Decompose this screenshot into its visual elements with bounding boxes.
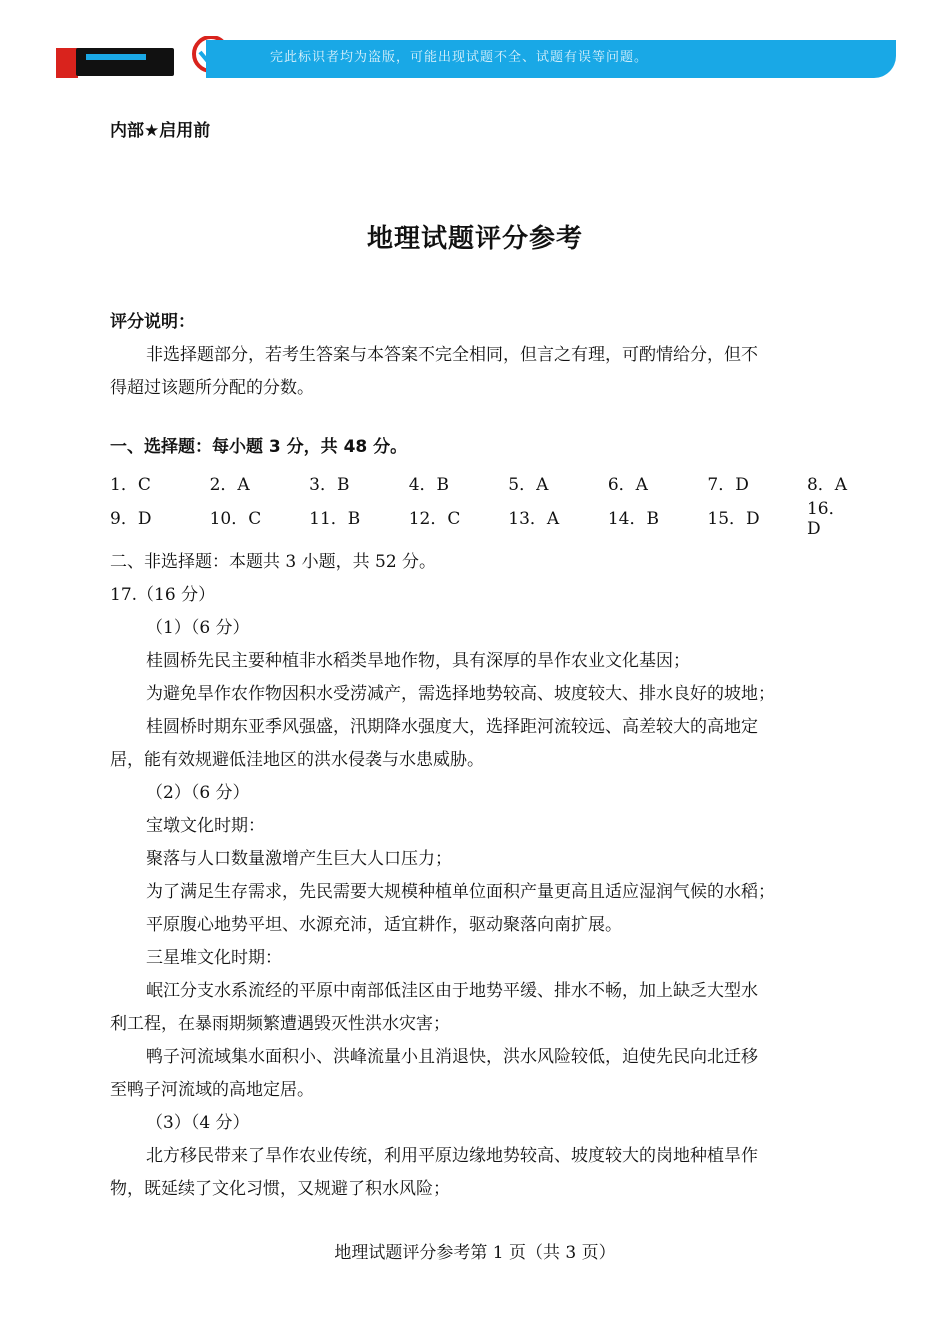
header-banner (0, 0, 950, 82)
answer-line: 利工程，在暴雨期频繁遭遇毁灭性洪水灾害； (110, 1014, 450, 1034)
answer-cell: 1．C (110, 474, 151, 495)
question-17-heading: 17.（16 分） (110, 585, 216, 605)
answer-cell: 12．C (408, 508, 461, 529)
section2 (110, 546, 845, 1206)
answer-cell: 14．B (607, 508, 659, 529)
answer-line: 居，能有效规避低洼地区的洪水侵袭与水患威胁。 (110, 750, 484, 770)
scoring-notes (110, 306, 845, 405)
question-17-1-heading: （1）（6 分） (146, 618, 250, 638)
secrecy-label: 内部★启用前 (110, 121, 211, 141)
banner-text: 完此标识者均为盗版，可能出现试题不全、试题有误等问题。 (270, 50, 649, 64)
page-title: 地理试题评分参考 (366, 224, 583, 254)
answer-line: 聚落与人口数量激增产生巨大人口压力； (146, 849, 452, 869)
section2-heading: 二、非选择题：本题共 3 小题，共 52 分。 (110, 552, 437, 572)
answer-cell: 6．A (607, 474, 648, 495)
notes-heading: 评分说明： (110, 312, 195, 332)
notes-body-line1: 非选择题部分，若考生答案与本答案不完全相同，但言之有理，可酌情给分，但不 (146, 345, 758, 365)
answer-cell: 15．D (707, 508, 760, 529)
notes-body-line2: 得超过该题所分配的分数。 (110, 378, 314, 398)
section1 (110, 431, 845, 464)
answer-grid (110, 465, 855, 539)
brand-logo-icon (56, 40, 174, 78)
period-heading: 宝墩文化时期： (146, 816, 265, 836)
question-17-2-heading: （2）（6 分） (146, 783, 250, 803)
answer-line: 岷江分支水系流经的平原中南部低洼区由于地势平缓、排水不畅，加上缺乏大型水 (146, 981, 758, 1001)
page-footer: 地理试题评分参考第 1 页（共 3 页） (334, 1243, 616, 1263)
answer-cell: 9．D (110, 508, 152, 529)
section1-heading: 一、选择题：每小题 3 分，共 48 分。 (110, 437, 408, 457)
answer-line: 桂圆桥先民主要种植非水稻类旱地作物，具有深厚的旱作农业文化基因； (146, 651, 690, 671)
answer-line: 至鸭子河流域的高地定居。 (110, 1080, 314, 1100)
period-heading: 三星堆文化时期： (146, 948, 282, 968)
answer-line: 物，既延续了文化习惯，又规避了积水风险； (110, 1179, 450, 1199)
answer-cell: 13．A (508, 508, 560, 529)
answer-cell: 3．B (309, 474, 350, 495)
answer-cell: 10．C (209, 508, 262, 529)
answer-row (110, 498, 855, 539)
answer-cell: 8．A (806, 474, 848, 495)
answer-line: 北方移民带来了旱作农业传统，利用平原边缘地势较高、坡度较大的岗地种植旱作 (146, 1146, 758, 1166)
answer-cell: 7．D (707, 474, 749, 495)
answer-line: 为避免旱作农作物因积水受涝减产，需选择地势较高、坡度较大、排水良好的坡地； (146, 684, 775, 704)
answer-cell: 5．A (508, 474, 549, 495)
answer-line: 桂圆桥时期东亚季风强盛，汛期降水强度大，选择距河流较远、高差较大的高地定 (146, 717, 758, 737)
answer-line: 鸭子河流域集水面积小、洪峰流量小且消退快，洪水风险较低，迫使先民向北迁移 (146, 1047, 758, 1067)
answer-cell: 4．B (408, 474, 449, 495)
question-17-3-heading: （3）（4 分） (146, 1113, 250, 1133)
answer-row (110, 465, 855, 499)
answer-cell: 16．D (806, 498, 846, 539)
answer-line: 为了满足生存需求，先民需要大规模种植单位面积产量更高且适应湿润气候的水稻； (146, 882, 775, 902)
answer-line: 平原腹心地势平坦、水源充沛，适宜耕作，驱动聚落向南扩展。 (146, 915, 622, 935)
answer-cell: 11．B (309, 508, 361, 529)
answer-cell: 2．A (209, 474, 250, 495)
